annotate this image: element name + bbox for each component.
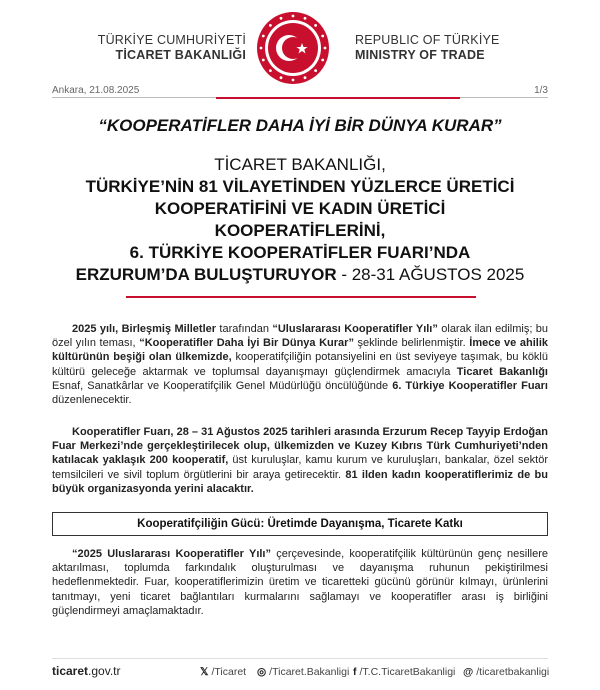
p1-l: düzenlenecektir. xyxy=(52,394,132,407)
x-icon: 𝕏 xyxy=(200,666,209,678)
p1-c: “Uluslararası Kooperatifler Yılı” xyxy=(272,323,438,335)
site-bold: ticaret xyxy=(52,664,89,678)
footer-website-link[interactable] xyxy=(52,664,121,678)
p2-c: 81 ilden kadın kooperatiflerimiz de bu büyük organizasyonda yerini alacaktır. xyxy=(52,468,548,495)
ministry-seal-icon xyxy=(255,10,331,86)
header-right-line2: MINISTRY OF TRADE xyxy=(355,48,485,62)
p1-k: 6. Türkiye Kooperatifler Fuarı xyxy=(392,379,548,392)
p1-g: İmece ve ahilik kültürünün beşiği olan ülkemizde, xyxy=(52,337,548,364)
threads-link[interactable] xyxy=(463,666,549,678)
facebook-label: /T.C.TicaretBakanligi xyxy=(359,666,456,678)
p1-a: 2025 yılı, Birleşmiş Milletler xyxy=(72,323,217,335)
p1-j: Esnaf, Sanatkârlar ve Kooperatifçilik Genel Müdürlüğü öncülüğünde xyxy=(52,379,393,392)
paragraph-2 xyxy=(52,425,548,496)
section-title-box: Kooperatifçiliğin Gücü: Üretimde Dayanışma, Ticarete Katkı xyxy=(52,512,548,536)
header-divider xyxy=(52,97,548,99)
headline-line5: 6. TÜRKİYE KOOPERATİFLER FUARI’NDA xyxy=(129,243,471,262)
facebook-link[interactable] xyxy=(353,666,455,678)
p3-a: “2025 Uluslararası Kooperatifler Yılı” xyxy=(72,548,271,560)
p1-i: Ticaret Bakanlığı xyxy=(456,365,548,378)
p1-e: “Kooperatifler Daha İyi Bir Dünya Kurar” xyxy=(139,337,354,350)
p3-b: çerçevesinde, kooperatifçilik kültürünün genç nesillere aktarılması, toplumda farkındalık oluşturulması ve dayanışma ruhunun pekiştirilmesi hedeflenmektedir. Fuar, kooperatiflerimizin üretim ve ticaretteki gücünü görünür kılmayı, ürünlerini tanıtmayı, yeni ticaret bağlantıları kurmalarını sağlamayı ve kooperatifler arası iş birliğini güçlendirmeyi amaçlamaktadır. xyxy=(52,548,548,617)
header-left xyxy=(0,33,246,63)
x-label: /Ticaret xyxy=(211,666,247,678)
instagram-link[interactable] xyxy=(257,666,349,678)
p1-d: olarak ilan edilmiş; bu özel yılın teması, xyxy=(52,323,548,350)
header-right xyxy=(355,33,500,63)
headline-divider xyxy=(126,296,476,298)
paragraph-1 xyxy=(52,322,548,407)
p1-h: kooperatifçiliğin potansiyelini en üst seviyeye taşımak, bu köklü kültürü geleceğe aktarmak ve toplumsal dayanışmayı güçlendirmek amacıyla xyxy=(52,351,548,378)
threads-icon: @ xyxy=(463,666,474,678)
paragraph-3 xyxy=(52,547,548,618)
footer-divider xyxy=(52,658,548,659)
instagram-label: /Ticaret.Bakanligi xyxy=(269,666,350,678)
page-number: 1/3 xyxy=(534,85,548,96)
header-left-line1: TÜRKİYE CUMHURİYETİ xyxy=(97,33,246,47)
header-left-line2: TİCARET BAKANLIĞI xyxy=(115,48,246,62)
x-link[interactable] xyxy=(200,666,246,678)
headline-line4: KOOPERATİFLERİNİ, xyxy=(214,221,386,240)
header-right-line1: REPUBLIC OF TÜRKİYE xyxy=(355,33,500,47)
headline-line2: TÜRKİYE’NİN 81 VİLAYETİNDEN YÜZLERCE ÜRETİCİ xyxy=(85,177,515,196)
p1-f: şeklinde belirlenmiştir. xyxy=(353,337,470,350)
headline-line3: KOOPERATİFİNİ VE KADIN ÜRETİCİ xyxy=(154,199,446,218)
slogan: “KOOPERATİFLER DAHA İYİ BİR DÜNYA KURAR” xyxy=(98,116,502,135)
instagram-icon: ◎ xyxy=(257,666,267,678)
p2-a: Kooperatifler Fuarı, 28 – 31 Ağustos 2025 tarihleri arasında Erzurum Recep Tayyip Erdoğan Fuar Merkezi’nde gerçekleştirilecek olup, ülkemizden ve Kuzey Kıbrıs Türk Cumhuriyeti’nden katılacak yaklaşık 200 kooperatif, xyxy=(52,426,548,467)
headline-line6-date: - 28-31 AĞUSTOS 2025 xyxy=(336,265,525,284)
headline-line1: TİCARET BAKANLIĞI, xyxy=(214,155,386,174)
place-date: Ankara, 21.08.2025 xyxy=(52,85,140,96)
facebook-icon: f xyxy=(353,666,357,678)
headline xyxy=(30,154,570,286)
headline-line6 xyxy=(30,264,570,286)
threads-label: /ticaretbakanligi xyxy=(476,666,550,678)
site-rest: .gov.tr xyxy=(88,664,121,678)
p2-b: üst kuruluşlar, kamu kurum ve kuruluşları, bankalar, özel sektör temsilcileri ve sivil toplum örgütlerini bir araya getirecektir. xyxy=(52,454,548,481)
p1-b: tarafından xyxy=(216,323,273,335)
headline-line6-bold: ERZURUM’DA BULUŞTURUYOR xyxy=(75,265,337,284)
